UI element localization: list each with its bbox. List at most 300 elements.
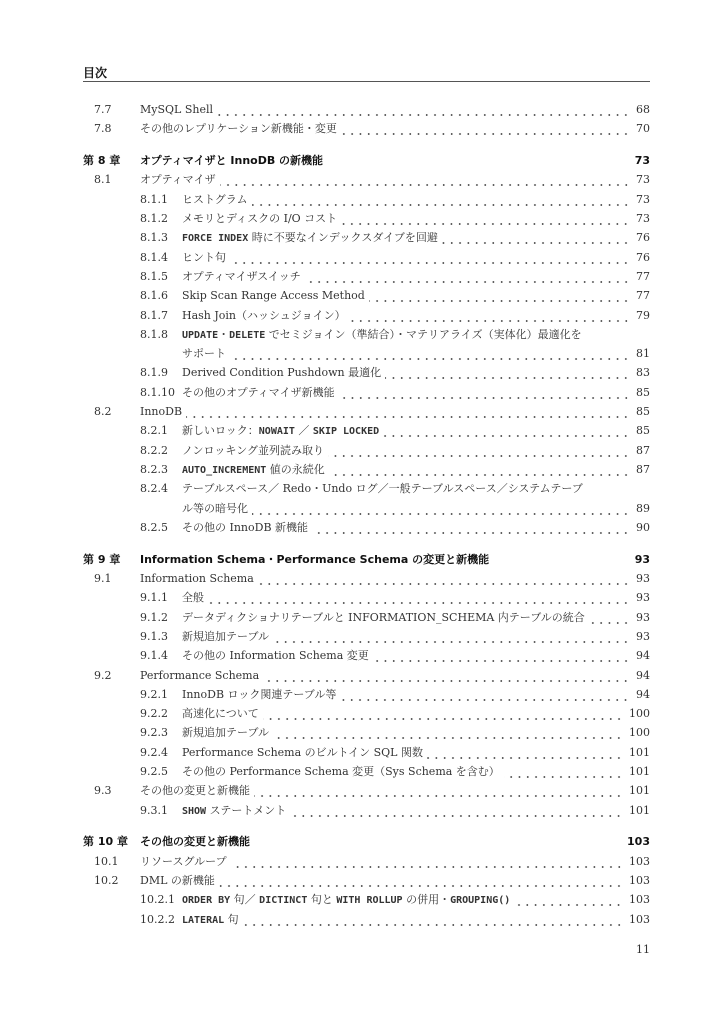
entry-number: 9.3 <box>94 784 112 798</box>
title-text: 新しいロック： <box>182 424 259 438</box>
entry-number: 8.1.6 <box>140 289 168 303</box>
entry-title[interactable] <box>182 704 263 723</box>
entry-page[interactable]: 87 <box>636 462 650 476</box>
toc-entry[interactable] <box>83 588 650 607</box>
title-text: 高速化について <box>182 707 259 721</box>
entry-title[interactable] <box>182 383 339 402</box>
dot-leader <box>219 871 623 890</box>
dot-leader <box>254 832 621 851</box>
entry-page[interactable]: 101 <box>629 803 650 817</box>
entry-number: 9.2.1 <box>140 687 168 701</box>
entry-number: 10.1 <box>94 854 119 868</box>
entry-number: 8.2 <box>94 405 112 419</box>
entry-number: 7.8 <box>94 122 112 136</box>
toc-entry[interactable] <box>83 170 650 189</box>
entry-title[interactable] <box>182 801 290 821</box>
entry-title[interactable] <box>140 781 254 800</box>
dot-leader <box>427 743 623 762</box>
entry-title[interactable] <box>140 402 186 421</box>
toc-entry[interactable] <box>83 910 650 929</box>
title-text: その他の変更と新機能 <box>140 835 250 849</box>
dot-leader <box>327 151 629 170</box>
code-text: FORCE INDEX <box>182 233 249 245</box>
toc-entry[interactable] <box>83 781 650 800</box>
entry-body <box>182 627 650 646</box>
title-text: 新規追加テーブル <box>182 726 270 740</box>
entry-body <box>182 588 650 607</box>
entry-page[interactable]: 103 <box>629 893 650 907</box>
title-text: 句 <box>224 912 239 926</box>
entry-title[interactable] <box>140 119 341 138</box>
entry-title[interactable] <box>182 286 369 305</box>
entry-body <box>182 762 650 781</box>
dot-leader <box>340 685 630 704</box>
entry-title[interactable] <box>182 441 328 460</box>
entry-number: 9.1.1 <box>140 591 168 605</box>
entry-page[interactable]: 83 <box>636 366 650 380</box>
entry-page[interactable]: 85 <box>636 385 650 399</box>
toc-entry[interactable] <box>83 325 650 344</box>
entry-number: 8.1.10 <box>140 385 175 399</box>
entry-title[interactable] <box>182 479 587 498</box>
title-text: DML の新機能 <box>140 874 215 888</box>
entry-number: 8.1.1 <box>140 192 168 206</box>
entry-title[interactable] <box>182 910 243 930</box>
entry-body <box>182 421 650 441</box>
toc-entry[interactable] <box>83 723 650 742</box>
dot-leader <box>305 267 630 286</box>
entry-number: 8.2.4 <box>140 482 168 496</box>
toc-entry[interactable] <box>83 608 650 627</box>
toc-entry[interactable] <box>83 801 650 820</box>
dot-leader <box>341 209 630 228</box>
title-text: ノンロッキング並列読み取り <box>182 443 325 457</box>
entry-title[interactable] <box>182 421 383 441</box>
entry-title[interactable] <box>182 248 230 267</box>
entry-number: 8.1.8 <box>140 327 168 341</box>
entry-title[interactable] <box>182 608 589 627</box>
toc-entry[interactable] <box>83 762 650 781</box>
dot-leader <box>341 119 630 138</box>
entry-body <box>182 441 650 460</box>
title-text: ヒント句 <box>182 250 226 264</box>
dot-leader <box>329 460 630 479</box>
toc-entry[interactable] <box>83 441 650 460</box>
entry-title[interactable] <box>182 209 341 228</box>
entry-body <box>182 344 650 363</box>
entry-body <box>182 228 650 248</box>
title-text: その他のレプリケーション新機能・変更 <box>140 122 337 136</box>
entry-number: 9.2 <box>94 668 112 682</box>
entry-number: 8.1.3 <box>140 231 168 245</box>
entry-page[interactable]: 94 <box>636 687 650 701</box>
leader-spacer <box>587 479 644 498</box>
dot-leader <box>383 421 630 440</box>
entry-body <box>182 723 650 742</box>
entry-title[interactable] <box>182 685 340 704</box>
entry-title-continued[interactable]: ル等の暗号化 <box>182 501 248 515</box>
dot-leader <box>514 890 623 909</box>
title-text: MySQL Shell <box>140 103 213 116</box>
title-text: Skip Scan Range Access Method <box>182 289 365 303</box>
entry-page[interactable]: 94 <box>636 649 650 663</box>
entry-body <box>182 363 650 382</box>
entry-body <box>140 569 650 588</box>
entry-number: 9.1.4 <box>140 649 168 663</box>
entry-title[interactable] <box>140 871 219 890</box>
dot-leader <box>263 704 623 723</box>
entry-body <box>182 248 650 267</box>
entry-page[interactable]: 73 <box>634 154 650 168</box>
entry-title[interactable] <box>182 627 273 646</box>
entry-number: 8.1 <box>94 173 112 187</box>
entry-title[interactable] <box>182 762 504 781</box>
entry-body <box>182 479 650 498</box>
page-number: 11 <box>636 943 650 956</box>
leader-spacer <box>586 325 644 344</box>
title-text: Information Schema・Performance Schema の変更と新機能 <box>140 552 490 566</box>
entry-page[interactable]: 93 <box>636 629 650 643</box>
entry-number: 8.1.7 <box>140 308 168 322</box>
entry-page[interactable]: 103 <box>627 835 650 849</box>
dot-leader <box>243 910 623 929</box>
entry-page[interactable]: 93 <box>636 591 650 605</box>
code-text: WITH ROLLUP <box>336 895 403 907</box>
dot-leader <box>230 248 630 267</box>
dot-leader <box>208 588 630 607</box>
entry-body <box>182 743 650 762</box>
entry-page[interactable]: 73 <box>636 192 650 206</box>
dot-leader <box>254 781 623 800</box>
toc-chapter-entry[interactable] <box>83 151 650 170</box>
toc-chapter-entry[interactable] <box>83 832 650 851</box>
entry-page[interactable]: 76 <box>636 250 650 264</box>
entry-title[interactable] <box>140 170 220 189</box>
entry-body <box>182 190 650 209</box>
entry-number: 9.2.4 <box>140 745 168 759</box>
entry-number: 9.3.1 <box>140 803 168 817</box>
entry-title[interactable] <box>182 588 208 607</box>
entry-body <box>140 170 650 189</box>
table-of-contents <box>83 100 650 929</box>
entry-title-continued[interactable]: サポート <box>182 347 226 361</box>
entry-number: 10.2.1 <box>140 893 175 907</box>
entry-number: 8.2.2 <box>140 443 168 457</box>
toc-entry[interactable] <box>83 119 650 138</box>
entry-number: 8.1.5 <box>140 269 168 283</box>
title-text: 新規追加テーブル <box>182 629 270 643</box>
entry-body <box>182 267 650 286</box>
entry-page[interactable]: 103 <box>629 854 650 868</box>
title-text: その他の Performance Schema 変更（Sys Schema を含む） <box>182 764 500 778</box>
title-text: テーブルスペース／ Redo・Undo ログ／一般テーブルスペース／システムテーブ <box>182 482 583 496</box>
entry-number: 9.2.5 <box>140 764 168 778</box>
entry-title[interactable] <box>140 100 217 119</box>
entry-page[interactable]: 79 <box>636 308 650 322</box>
code-text: ORDER BY <box>182 895 231 907</box>
title-text: でセミジョイン（準結合）・マテリアライズ（実体化）最適化を <box>265 327 582 341</box>
entry-body <box>182 910 650 930</box>
entry-page[interactable]: 87 <box>636 443 650 457</box>
dot-leader <box>258 569 630 588</box>
title-text: データディクショナリテーブルと INFORMATION_SCHEMA 内テーブルの統合 <box>182 610 585 624</box>
entry-page[interactable]: 77 <box>636 289 650 303</box>
toc-entry[interactable] <box>83 209 650 228</box>
entry-page[interactable]: 94 <box>636 668 650 682</box>
entry-number: 10.2 <box>94 874 119 888</box>
title-text: ・ <box>218 327 230 341</box>
title-text: その他の InnoDB 新機能 <box>182 520 309 534</box>
entry-title[interactable] <box>182 518 312 537</box>
title-text: オプティマイザ <box>140 173 216 187</box>
entry-title[interactable] <box>182 723 273 742</box>
code-text: DICTINCT <box>259 895 308 907</box>
entry-title[interactable] <box>182 228 442 248</box>
entry-body <box>182 306 650 325</box>
entry-page[interactable]: 73 <box>636 173 650 187</box>
code-text: DELETE <box>229 329 266 341</box>
entry-body <box>182 685 650 704</box>
entry-page[interactable]: 101 <box>629 745 650 759</box>
title-text: その他のオプティマイザ新機能 <box>182 385 335 399</box>
entry-page[interactable]: 101 <box>629 764 650 778</box>
title-text: Information Schema <box>140 572 254 586</box>
entry-number: 7.7 <box>94 103 112 116</box>
entry-body <box>140 666 650 685</box>
title-text: InnoDB ロック関連テーブル等 <box>182 687 337 701</box>
entry-page[interactable]: 81 <box>636 347 650 361</box>
entry-body <box>140 151 650 170</box>
entry-title[interactable] <box>182 363 385 382</box>
entry-title[interactable] <box>182 267 305 286</box>
title-text: の併用・ <box>402 893 451 907</box>
title-text: ステートメント <box>206 803 287 817</box>
toc-entry[interactable] <box>83 100 650 119</box>
toc-entry[interactable] <box>83 402 650 421</box>
entry-title[interactable] <box>140 550 493 569</box>
entry-number: 8.1.9 <box>140 366 168 380</box>
dot-leader <box>252 190 630 209</box>
entry-body <box>140 402 650 421</box>
dot-leader <box>373 646 630 665</box>
toc-entry[interactable] <box>83 306 650 325</box>
toc-entry[interactable] <box>83 704 650 723</box>
entry-number: 9.2.2 <box>140 707 168 721</box>
entry-body <box>182 608 650 627</box>
entry-number: 8.2.3 <box>140 462 168 476</box>
title-text: ヒストグラム <box>182 192 248 206</box>
toc-entry-continuation[interactable] <box>83 344 650 363</box>
entry-page[interactable]: 100 <box>629 726 650 740</box>
entry-title[interactable] <box>182 743 427 762</box>
entry-title[interactable] <box>182 646 373 665</box>
entry-number: 9.1.2 <box>140 610 168 624</box>
entry-title[interactable] <box>182 325 586 345</box>
entry-title[interactable] <box>140 832 254 851</box>
entry-body <box>182 704 650 723</box>
entry-body <box>140 871 650 890</box>
toc-entry[interactable] <box>83 852 650 871</box>
entry-page[interactable]: 90 <box>636 520 650 534</box>
entry-body <box>140 832 650 851</box>
toc-entry[interactable] <box>83 627 650 646</box>
code-text: AUTO_INCREMENT <box>182 464 267 476</box>
entry-page[interactable]: 85 <box>636 424 650 438</box>
title-text: 句と <box>307 893 337 907</box>
toc-entry[interactable] <box>83 890 650 909</box>
title-text: その他の変更と新機能 <box>140 784 250 798</box>
entry-body <box>182 499 650 518</box>
entry-page[interactable]: 93 <box>636 610 650 624</box>
toc-entry[interactable] <box>83 267 650 286</box>
code-text: LATERAL <box>182 914 225 926</box>
entry-number: 8.2.1 <box>140 424 168 438</box>
title-text: Performance Schema のビルトイン SQL 関数 <box>182 745 423 759</box>
toc-entry[interactable] <box>83 666 650 685</box>
dot-leader <box>328 441 630 460</box>
entry-page[interactable]: 101 <box>629 784 650 798</box>
entry-body <box>182 518 650 537</box>
dot-leader <box>231 852 623 871</box>
entry-body <box>182 646 650 665</box>
entry-body <box>140 100 650 119</box>
entry-title[interactable] <box>182 890 514 910</box>
entry-number: 第 9 章 <box>83 552 121 566</box>
code-text: SHOW <box>182 805 207 817</box>
entry-number: 第 10 章 <box>83 835 128 849</box>
entry-body <box>182 383 650 402</box>
title-text: オプティマイザと InnoDB の新機能 <box>140 154 324 168</box>
entry-title[interactable] <box>140 666 263 685</box>
title-text: メモリとディスクの I/O コスト <box>182 212 338 226</box>
entry-page[interactable]: 73 <box>636 212 650 226</box>
code-text: SKIP LOCKED <box>312 426 380 438</box>
dot-leader <box>217 100 630 119</box>
entry-body <box>182 286 650 305</box>
dot-leader <box>385 363 630 382</box>
toc-entry[interactable] <box>83 421 650 440</box>
title-text: 時に不要なインデックスダイブを回避 <box>248 231 438 245</box>
entry-title[interactable] <box>140 569 258 588</box>
entry-number: 第 8 章 <box>83 154 121 168</box>
dot-leader <box>273 723 623 742</box>
header-rule <box>83 81 650 82</box>
toc-entry-continuation[interactable] <box>83 499 650 518</box>
dot-leader <box>186 402 630 421</box>
entry-page[interactable]: 103 <box>629 874 650 888</box>
dot-leader <box>369 286 630 305</box>
title-text: リソースグループ <box>140 854 227 868</box>
title-text: 値の永続化 <box>266 462 325 476</box>
toc-entry[interactable] <box>83 363 650 382</box>
entry-number: 9.2.3 <box>140 726 168 740</box>
title-text: ／ <box>294 424 313 438</box>
toc-entry[interactable] <box>83 286 650 305</box>
code-text: UPDATE <box>182 329 219 341</box>
entry-body <box>182 890 650 910</box>
dot-leader <box>350 306 630 325</box>
toc-entry[interactable] <box>83 743 650 762</box>
dot-leader <box>263 666 630 685</box>
entry-title[interactable] <box>140 852 231 871</box>
entry-number: 8.1.2 <box>140 212 168 226</box>
toc-entry[interactable] <box>83 383 650 402</box>
entry-body <box>182 325 650 345</box>
dot-leader <box>252 499 630 518</box>
entry-number: 9.1 <box>94 572 112 586</box>
entry-body <box>140 119 650 138</box>
entry-body <box>182 801 650 821</box>
toc-entry[interactable] <box>83 479 650 498</box>
title-text: Derived Condition Pushdown 最適化 <box>182 366 382 380</box>
toc-entry[interactable] <box>83 228 650 247</box>
title-text: その他の Information Schema 変更 <box>182 649 369 663</box>
entry-page[interactable]: 85 <box>636 405 650 419</box>
toc-entry[interactable] <box>83 190 650 209</box>
dot-leader <box>339 383 630 402</box>
entry-page[interactable]: 68 <box>636 103 650 116</box>
dot-leader <box>312 518 630 537</box>
title-text: Hash Join（ハッシュジョイン） <box>182 308 346 322</box>
entry-body <box>140 781 650 800</box>
entry-title[interactable] <box>182 190 252 209</box>
dot-leader <box>493 550 629 569</box>
entry-body <box>140 852 650 871</box>
entry-title[interactable] <box>182 306 350 325</box>
entry-number: 8.2.5 <box>140 520 168 534</box>
entry-page[interactable]: 103 <box>629 912 650 926</box>
code-text: NOWAIT <box>258 426 295 438</box>
dot-leader <box>220 170 630 189</box>
entry-title[interactable] <box>140 151 327 170</box>
toc-chapter-entry[interactable] <box>83 550 650 569</box>
entry-page[interactable]: 70 <box>636 122 650 136</box>
entry-page[interactable]: 93 <box>636 572 650 586</box>
toc-entry[interactable] <box>83 248 650 267</box>
dot-leader <box>504 762 623 781</box>
running-header: 目次 <box>83 66 108 80</box>
dot-leader <box>273 627 630 646</box>
toc-entry[interactable] <box>83 518 650 537</box>
entry-page[interactable]: 77 <box>636 269 650 283</box>
toc-entry[interactable] <box>83 569 650 588</box>
entry-page[interactable]: 100 <box>629 707 650 721</box>
code-text: GROUPING() <box>450 895 511 907</box>
title-text: InnoDB <box>140 405 183 419</box>
entry-title[interactable] <box>182 460 329 480</box>
dot-leader <box>230 344 630 363</box>
entry-page[interactable]: 93 <box>634 552 650 566</box>
entry-body <box>182 460 650 480</box>
entry-page[interactable]: 76 <box>636 231 650 245</box>
title-text: 句／ <box>230 893 260 907</box>
entry-number: 9.1.3 <box>140 629 168 643</box>
entry-number: 10.2.2 <box>140 912 175 926</box>
toc-entry[interactable] <box>83 460 650 479</box>
dot-leader <box>442 228 630 247</box>
title-text: 全般 <box>182 591 204 605</box>
entry-body <box>182 209 650 228</box>
dot-leader <box>589 608 630 627</box>
toc-entry[interactable] <box>83 646 650 665</box>
entry-body <box>140 550 650 569</box>
toc-entry[interactable] <box>83 685 650 704</box>
entry-page[interactable]: 89 <box>636 501 650 515</box>
toc-entry[interactable] <box>83 871 650 890</box>
title-text: Performance Schema <box>140 668 260 682</box>
title-text: オプティマイザスイッチ <box>182 269 301 283</box>
entry-number: 8.1.4 <box>140 250 168 264</box>
